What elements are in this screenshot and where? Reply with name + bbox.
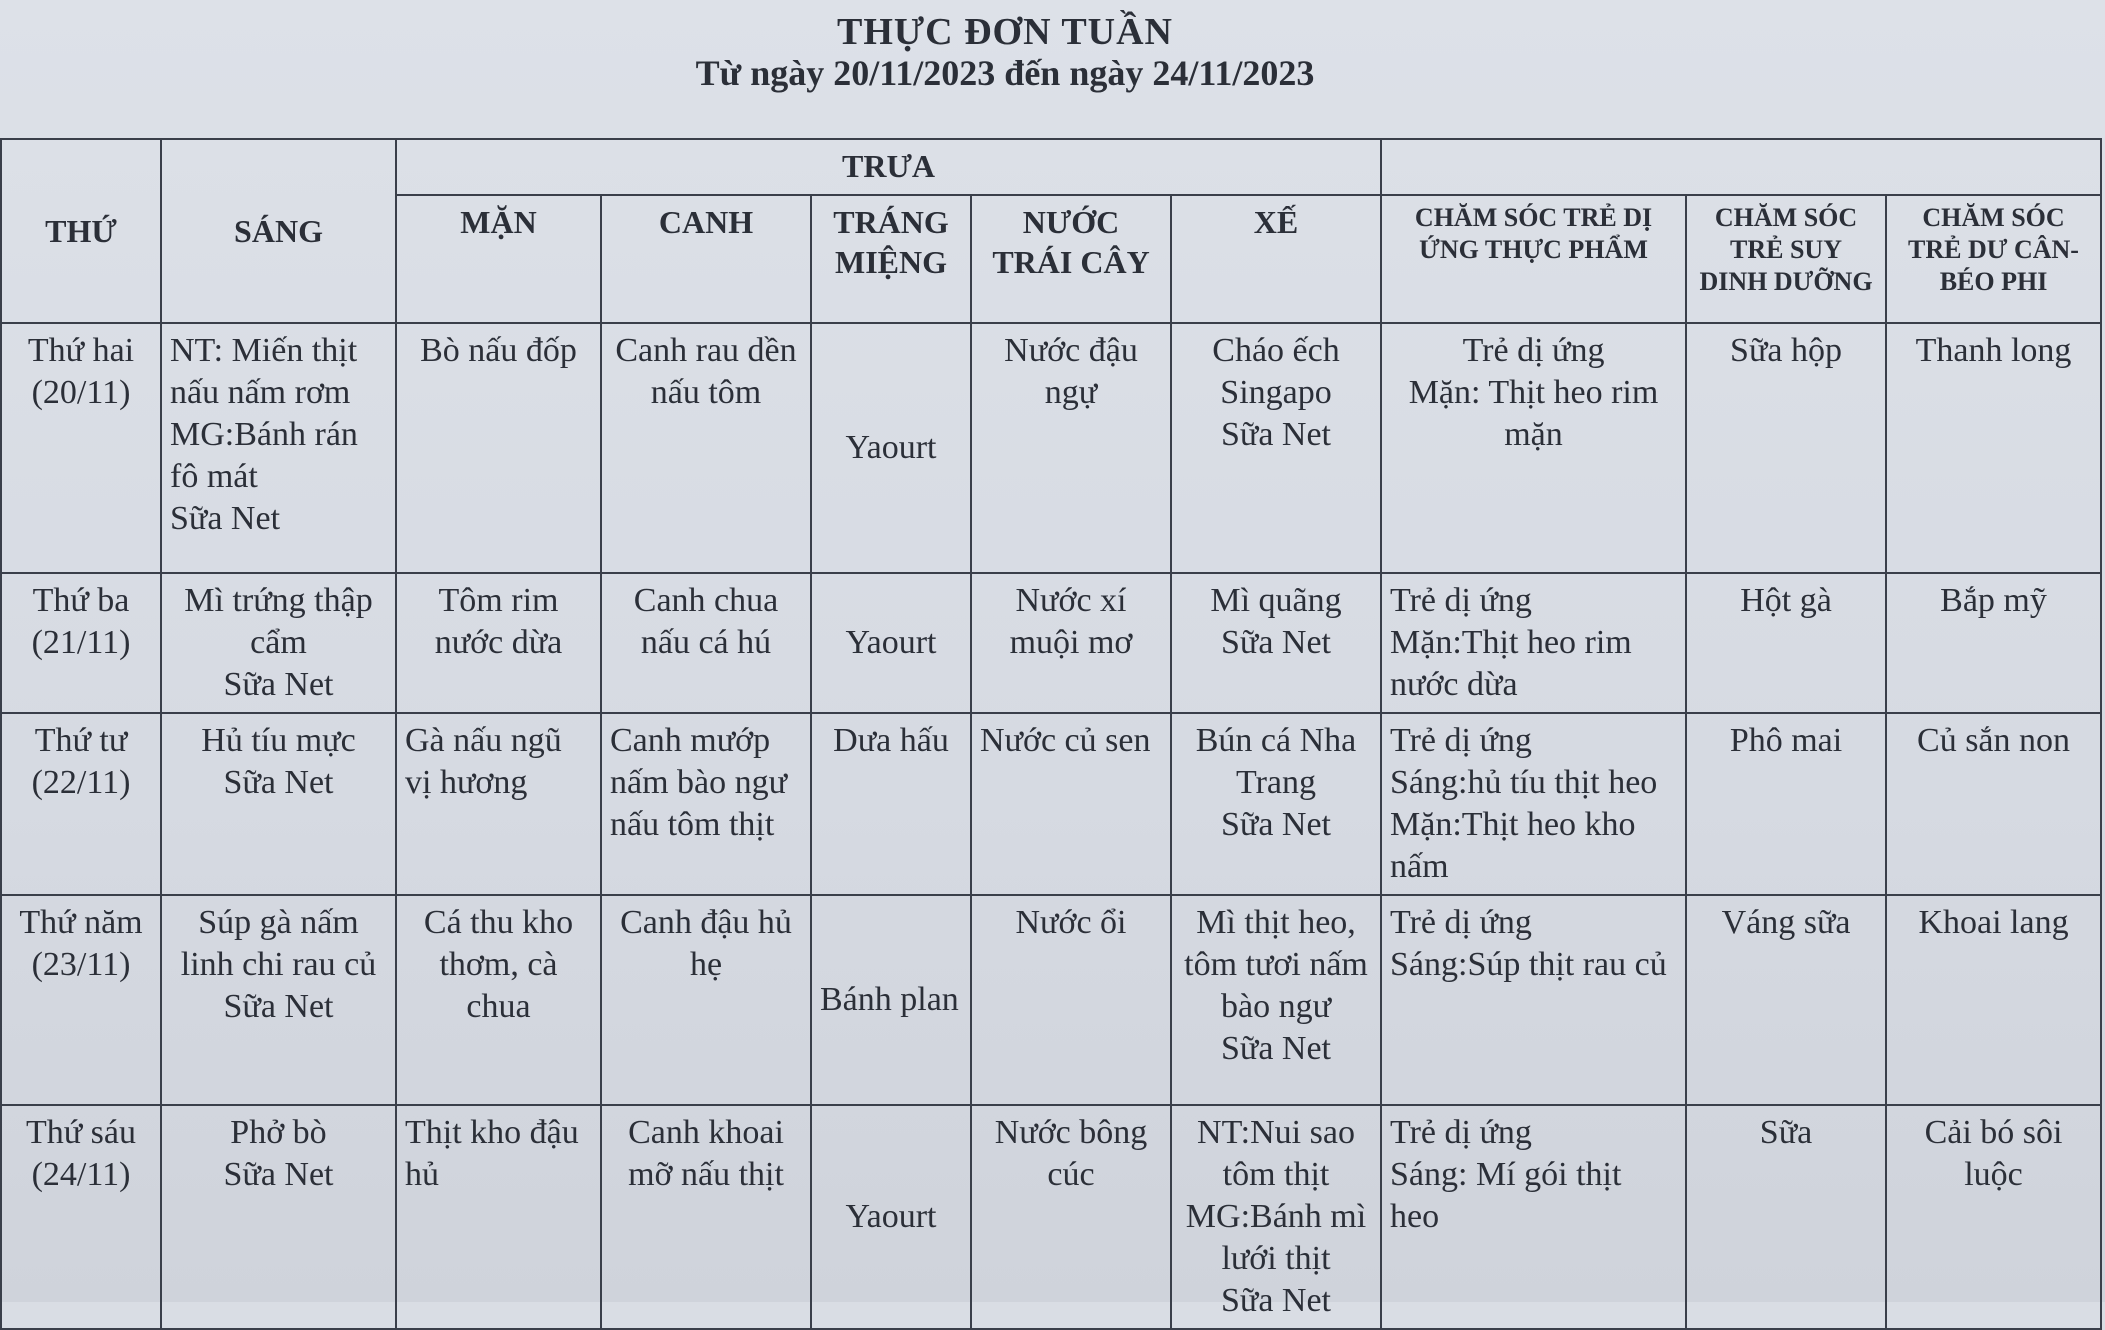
cell-malnutrition: Phô mai	[1686, 713, 1886, 895]
cell-afternoon: Mì quãng Sữa Net	[1171, 573, 1381, 713]
cell-breakfast: Mì trứng thập cẩm Sữa Net	[161, 573, 396, 713]
cell-malnutrition: Sữa	[1686, 1105, 1886, 1329]
cell-dessert: Bánh plan	[811, 895, 971, 1105]
cell-breakfast: Hủ tíu mực Sữa Net	[161, 713, 396, 895]
col-header-canh: CANH	[601, 195, 811, 323]
cell-soup: Canh chua nấu cá hú	[601, 573, 811, 713]
table-row-monday	[1, 323, 2101, 573]
cell-overweight: Khoai lang	[1886, 895, 2101, 1105]
cell-breakfast: Phở bò Sữa Net	[161, 1105, 396, 1329]
cell-main-dish: Bò nấu đốp	[396, 323, 601, 573]
cell-breakfast: Súp gà nấm linh chi rau củ Sữa Net	[161, 895, 396, 1105]
cell-malnutrition: Váng sữa	[1686, 895, 1886, 1105]
col-header-thu: THỨ	[1, 139, 161, 323]
col-header-di-ung: CHĂM SÓC TRẺ DỊ ỨNG THỰC PHẨM	[1381, 195, 1686, 323]
cell-dessert: Dưa hấu	[811, 713, 971, 895]
col-header-sang: SÁNG	[161, 139, 396, 323]
col-header-xe: XẾ	[1171, 195, 1381, 323]
table-row-wednesday	[1, 713, 2101, 895]
col-header-trang-mieng: TRÁNG MIỆNG	[811, 195, 971, 323]
header-row-top	[1, 139, 2101, 195]
cell-overweight: Thanh long	[1886, 323, 2101, 573]
cell-dessert: Yaourt	[811, 1105, 971, 1329]
cell-soup: Canh khoai mỡ nấu thịt	[601, 1105, 811, 1329]
cell-day: Thứ tư (22/11)	[1, 713, 161, 895]
cell-day: Thứ hai (20/11)	[1, 323, 161, 573]
cell-juice: Nước xí muội mơ	[971, 573, 1171, 713]
cell-overweight: Bắp mỹ	[1886, 573, 2101, 713]
cell-overweight: Củ sắn non	[1886, 713, 2101, 895]
cell-dessert: Yaourt	[811, 573, 971, 713]
col-header-blank	[1381, 139, 2101, 195]
cell-juice: Nước đậu ngự	[971, 323, 1171, 573]
col-header-trua: TRƯA	[396, 139, 1381, 195]
table-row-friday	[1, 1105, 2101, 1329]
cell-breakfast: NT: Miến thịt nấu nấm rơm MG:Bánh rán fô mát Sữa Net	[161, 323, 396, 573]
cell-allergy: Trẻ dị ứng Mặn: Thịt heo rim mặn	[1381, 323, 1686, 573]
cell-afternoon: Mì thịt heo, tôm tươi nấm bào ngư Sữa Net	[1171, 895, 1381, 1105]
document-subtitle: Từ ngày 20/11/2023 đến ngày 24/11/2023	[695, 53, 1315, 93]
cell-main-dish: Gà nấu ngũ vị hương	[396, 713, 601, 895]
cell-malnutrition: Sữa hộp	[1686, 323, 1886, 573]
cell-soup: Canh mướp nấm bào ngư nấu tôm thịt	[601, 713, 811, 895]
cell-main-dish: Tôm rim nước dừa	[396, 573, 601, 713]
cell-juice: Nước ổi	[971, 895, 1171, 1105]
cell-afternoon: Cháo ếch Singapo Sữa Net	[1171, 323, 1381, 573]
cell-dessert: Yaourt	[811, 323, 971, 573]
cell-soup: Canh rau dền nấu tôm	[601, 323, 811, 573]
col-header-man: MẶN	[396, 195, 601, 323]
cell-afternoon: Bún cá Nha Trang Sữa Net	[1171, 713, 1381, 895]
cell-afternoon: NT:Nui sao tôm thịt MG:Bánh mì lưới thịt Sữa Net	[1171, 1105, 1381, 1329]
cell-day: Thứ sáu (24/11)	[1, 1105, 161, 1329]
document-title: THỰC ĐƠN TUẦN	[836, 11, 1174, 53]
col-header-nuoc-trai-cay: NƯỚC TRÁI CÂY	[971, 195, 1171, 323]
cell-juice: Nước củ sen	[971, 713, 1171, 895]
cell-main-dish: Cá thu kho thơm, cà chua	[396, 895, 601, 1105]
cell-overweight: Cải bó sôi luộc	[1886, 1105, 2101, 1329]
cell-day: Thứ năm (23/11)	[1, 895, 161, 1105]
table-row-tuesday	[1, 573, 2101, 713]
cell-allergy: Trẻ dị ứng Sáng:Súp thịt rau củ	[1381, 895, 1686, 1105]
cell-day: Thứ ba (21/11)	[1, 573, 161, 713]
cell-malnutrition: Hột gà	[1686, 573, 1886, 713]
col-header-du-can: CHĂM SÓC TRẺ DƯ CÂN-BÉO PHI	[1886, 195, 2101, 323]
cell-main-dish: Thịt kho đậu hủ	[396, 1105, 601, 1329]
cell-soup: Canh đậu hủ hẹ	[601, 895, 811, 1105]
cell-allergy: Trẻ dị ứng Mặn:Thịt heo rim nước dừa	[1381, 573, 1686, 713]
weekly-menu-table	[0, 138, 2102, 1330]
cell-juice: Nước bông cúc	[971, 1105, 1171, 1329]
cell-allergy: Trẻ dị ứng Sáng:hủ tíu thịt heo Mặn:Thịt heo kho nấm	[1381, 713, 1686, 895]
cell-allergy: Trẻ dị ứng Sáng: Mí gói thịt heo	[1381, 1105, 1686, 1329]
col-header-suy-dinh-duong: CHĂM SÓC TRẺ SUY DINH DƯỠNG	[1686, 195, 1886, 323]
table-row-thursday	[1, 895, 2101, 1105]
